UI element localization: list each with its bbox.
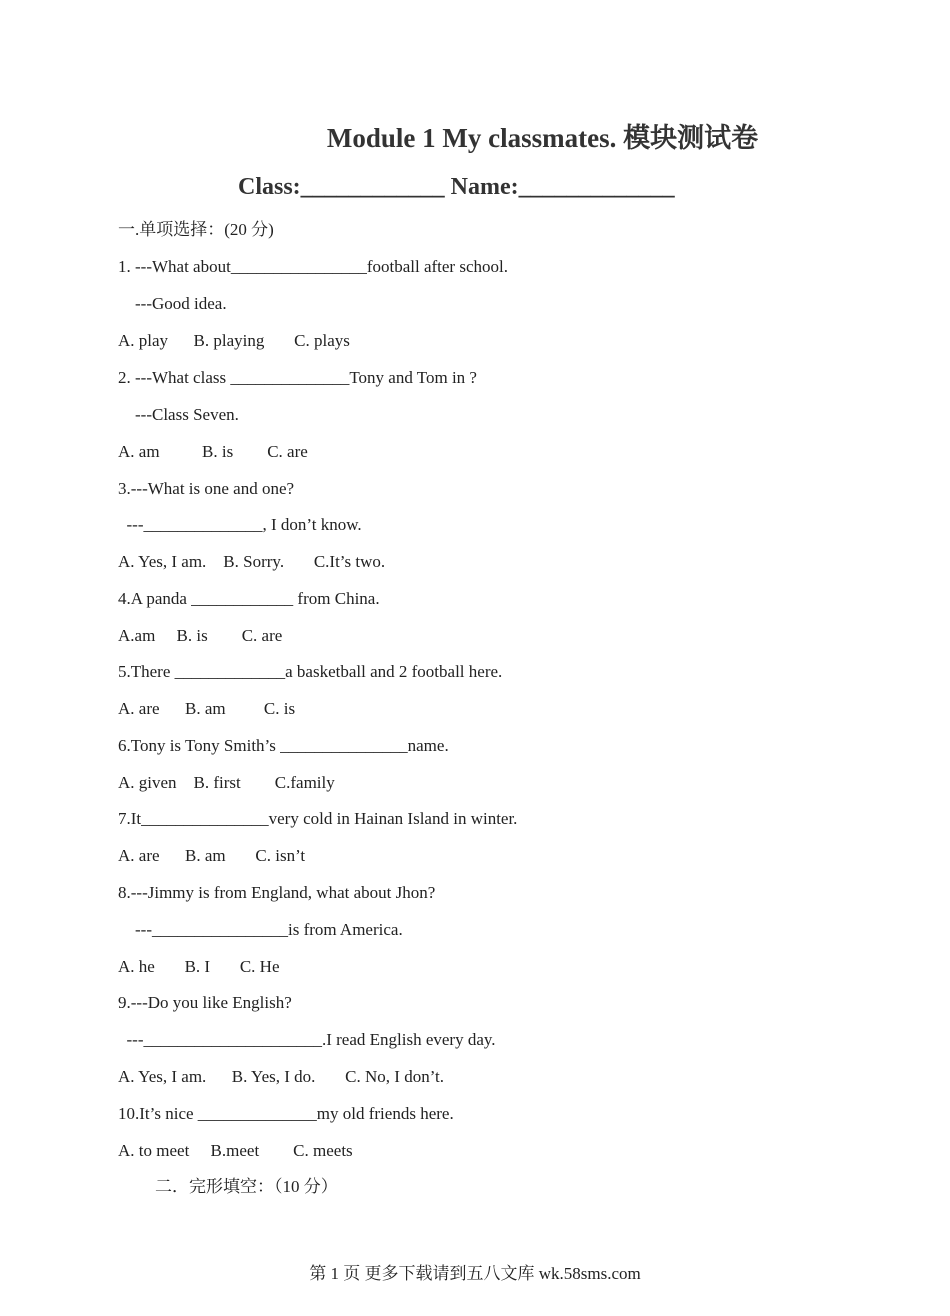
question-10: 10.It’s nice ______________my old friends here.	[118, 1104, 454, 1123]
question-8-response: ---________________is from America.	[118, 920, 403, 939]
question-1-response: ---Good idea.	[118, 294, 227, 313]
question-3-options: A. Yes, I am. B. Sorry. C.It’s two.	[118, 552, 386, 571]
question-9-options: A. Yes, I am. B. Yes, I do. C. No, I don’t.	[118, 1067, 445, 1086]
question-2-options: A. am B. is C. are	[118, 442, 308, 461]
question-1-options: A. play B. playing C. plays	[118, 331, 350, 350]
question-5-options: A. are B. am C. is	[118, 699, 296, 718]
question-5: 5.There _____________a basketball and 2 football here.	[118, 662, 503, 681]
question-6: 6.Tony is Tony Smith’s _______________name.	[118, 736, 449, 755]
section-1-heading: 一.单项选择：(20 分)	[118, 220, 274, 239]
question-8-options: A. he B. I C. He	[118, 957, 280, 976]
question-2: 2. ---What class ______________Tony and Tom in ?	[118, 368, 477, 387]
page-footer: 第 1 页 更多下载请到五八文库 wk.58sms.com	[309, 1264, 641, 1283]
page-title: Module 1 My classmates. 模块测试卷	[326, 123, 759, 153]
question-7: 7.It_______________very cold in Hainan Island in winter.	[118, 809, 518, 828]
question-3: 3.---What is one and one?	[118, 479, 295, 498]
question-3-response: ---______________, I don’t know.	[118, 515, 362, 534]
question-6-options: A. given B. first C.family	[118, 773, 335, 792]
question-7-options: A. are B. am C. isn’t	[118, 846, 306, 865]
question-9-response: ---_____________________.I read English every day.	[118, 1030, 496, 1049]
question-1: 1. ---What about________________football after school.	[118, 257, 508, 276]
class-name-line: Class:____________ Name:_____________	[238, 174, 675, 200]
question-10-options: A. to meet B.meet C. meets	[118, 1141, 353, 1160]
question-9: 9.---Do you like English?	[118, 993, 292, 1012]
question-4: 4.A panda ____________ from China.	[118, 589, 380, 608]
question-8: 8.---Jimmy is from England, what about Jhon?	[118, 883, 436, 902]
section-2-heading: 二．完形填空：（10 分）	[155, 1177, 338, 1196]
question-2-response: ---Class Seven.	[118, 405, 239, 424]
question-4-options: A.am B. is C. are	[118, 626, 283, 645]
